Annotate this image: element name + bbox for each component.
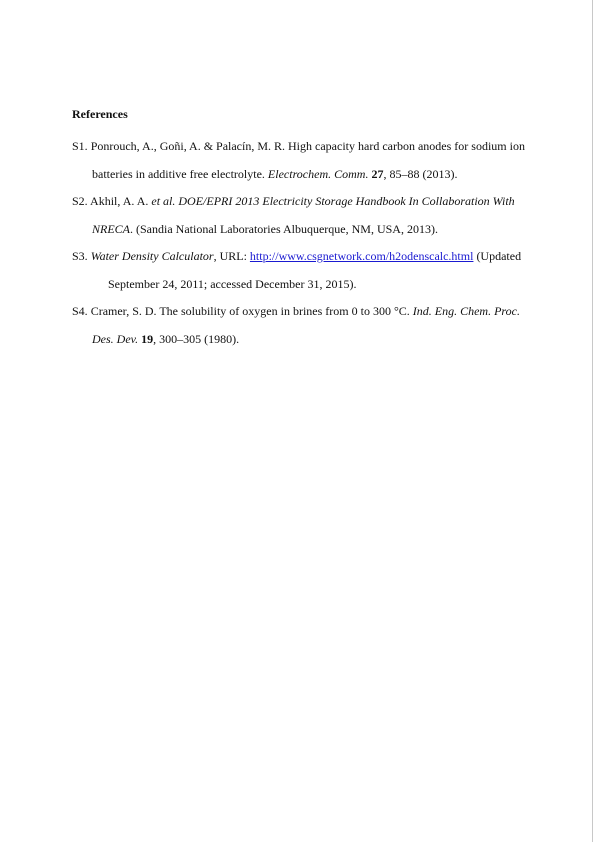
reference-s4-line-2 [72, 326, 532, 354]
reference-s2-authors: Akhil, A. A. [87, 194, 152, 208]
reference-s1-text-cont: batteries in additive free electrolyte. [92, 166, 268, 181]
reference-s4-line-1 [72, 298, 532, 326]
references-heading: References [72, 107, 128, 121]
reference-s2 [72, 188, 532, 243]
reference-s1-tail: , 85–88 (2013). [383, 166, 458, 181]
reference-s3-line-2 [72, 271, 532, 299]
reference-s4-label: S4. [72, 304, 88, 318]
reference-s3-url-prefix: , URL: [213, 249, 250, 263]
reference-s4-journal: Ind. Eng. Chem. Proc. [412, 304, 520, 318]
reference-s3-url-link[interactable]: http://www.csgnetwork.com/h2odenscalc.html [249, 249, 474, 263]
reference-s4 [72, 298, 532, 353]
reference-s1-journal: Electrochem. Comm. [267, 166, 369, 181]
reference-s2-title: DOE/EPRI 2013 Electricity Storage Handbook In Collaboration With [175, 194, 515, 208]
reference-list [72, 133, 532, 353]
reference-s4-text: Cramer, S. D. The solubility of oxygen in brines from 0 to 300 °C. [87, 304, 413, 318]
reference-s3-line-1 [72, 243, 532, 271]
reference-s3-updated: (Updated [473, 249, 522, 263]
reference-s3-dates: September 24, 2011; accessed December 31, 2015). [108, 276, 357, 291]
reference-s1-label: S1. [72, 139, 88, 153]
reference-s2-title-cont: NRECA [92, 221, 130, 236]
reference-s3-title: Water Density Calculator [87, 249, 214, 263]
reference-s2-label: S2. [72, 194, 88, 208]
reference-s1-text: Ponrouch, A., Goñi, A. & Palacín, M. R. High capacity hard carbon anodes for sodium ion [87, 139, 525, 153]
reference-s1-line-1 [72, 133, 532, 161]
reference-s3 [72, 243, 532, 298]
reference-s2-line-2 [72, 216, 532, 244]
reference-s1-volume: 27 [371, 166, 384, 181]
reference-s1 [72, 133, 532, 188]
reference-s2-etal: et al. [151, 194, 176, 208]
reference-s1-line-2 [72, 161, 532, 189]
reference-s4-tail: , 300–305 (1980). [153, 331, 240, 346]
reference-s2-line-1 [72, 188, 532, 216]
reference-s4-journal-cont: Des. Dev. [92, 331, 139, 346]
reference-s3-label: S3. [72, 249, 88, 263]
reference-s4-volume: 19 [141, 331, 154, 346]
reference-s2-tail: . (Sandia National Laboratories Albuquerque, NM, USA, 2013). [130, 221, 438, 236]
